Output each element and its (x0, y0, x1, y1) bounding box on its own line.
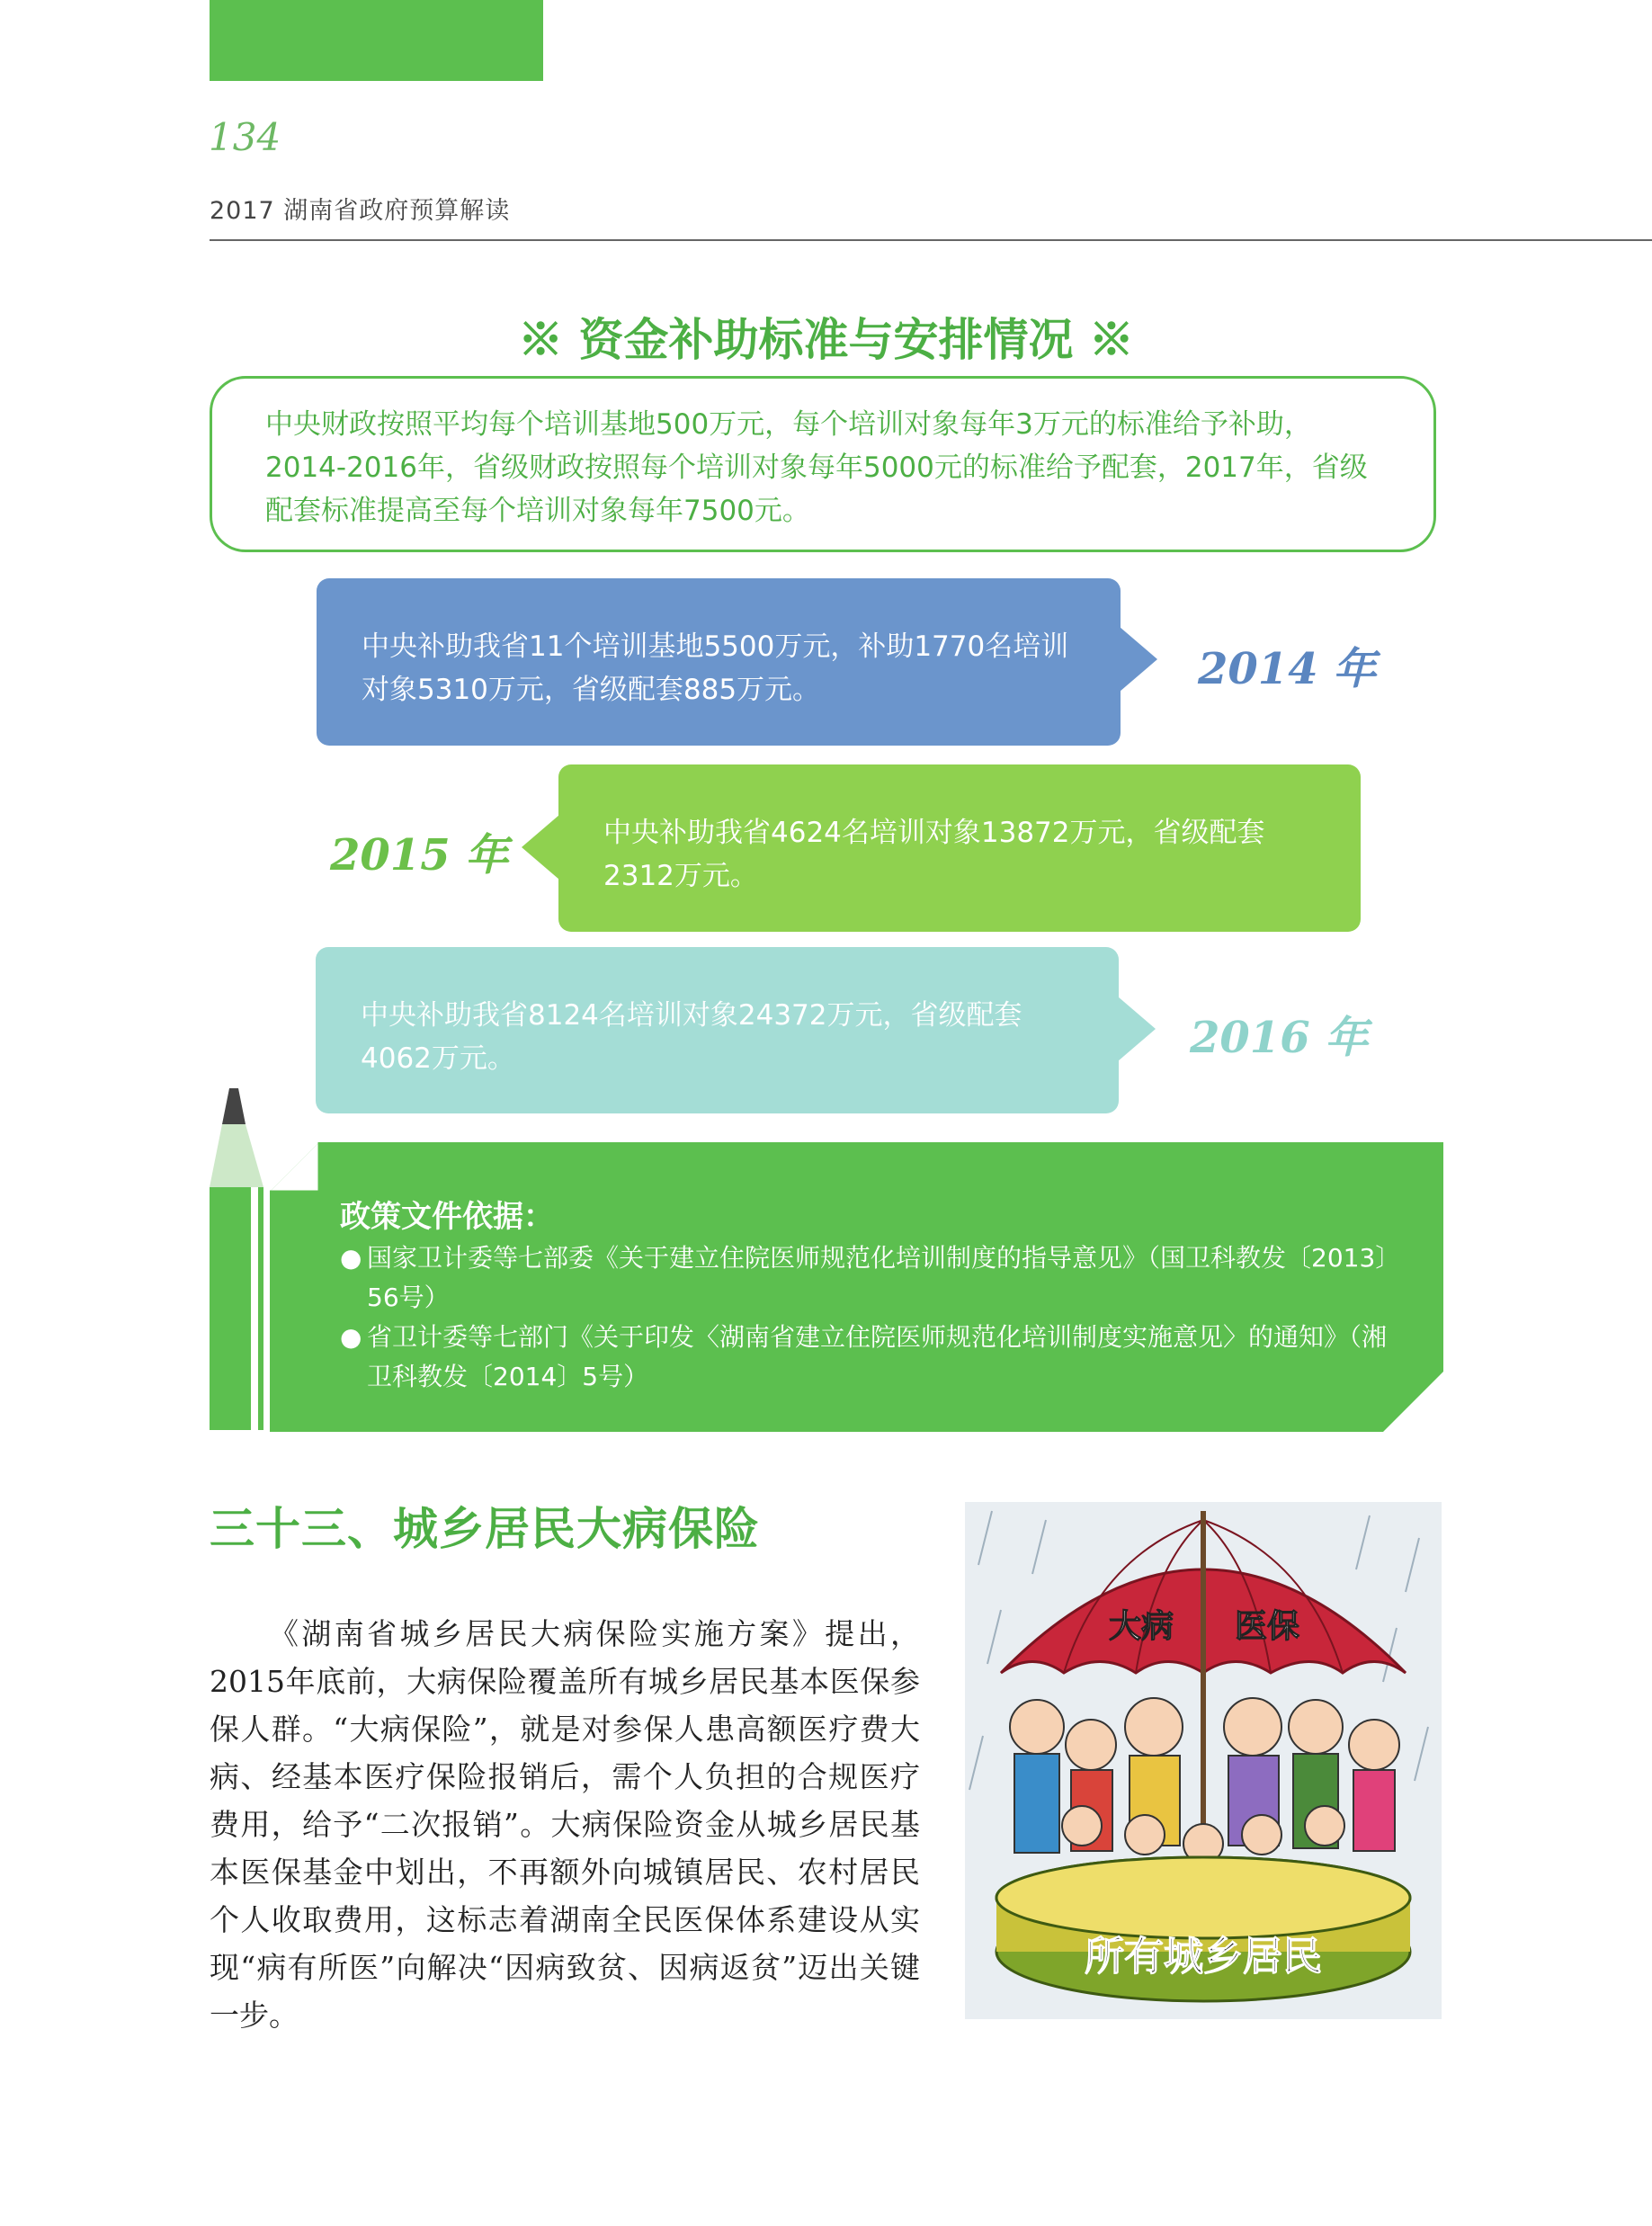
illustration-base-label: 所有城乡居民 (1085, 1934, 1322, 1980)
timeline-text-2016: 中央补助我省8124名培训对象24372万元，省级配套4062万元。 (361, 999, 1022, 1075)
bubble-arrow-2016 (1118, 997, 1156, 1061)
timeline-bubble-2015 (558, 764, 1361, 932)
policy-item (340, 1238, 1392, 1318)
year-label-2015: 2015 年 (330, 830, 509, 881)
timeline-text-2014: 中央补助我省11个培训基地5500万元，补助1770名培训对象5310万元，省级配套885万元。 (362, 630, 1069, 706)
timeline-text-2015: 中央补助我省4624名培训对象13872万元，省级配套2312万元。 (603, 817, 1265, 892)
policy-item (340, 1318, 1392, 1397)
top-color-tab (210, 0, 543, 81)
timeline-bubble-2016 (316, 947, 1119, 1113)
policy-item-text: 国家卫计委等七部委《关于建立住院医师规范化培训制度的指导意见》（国卫科教发〔2013〕56号） (367, 1243, 1389, 1312)
timeline-bubble-2014 (317, 578, 1121, 746)
article-paragraph: 《湖南省城乡居民大病保险实施方案》提出，2015年底前，大病保险覆盖所有城乡居民基本医保参保人群。“大病保险”，就是对参保人患高额医疗费大病、经基本医疗保险报销后，需个人负担的合规医疗费用，给予“二次报销”。大病保险资金从城乡居民基本医保基金中划出，不再额外向城镇居民、农村居民个人收取费用，这标志着湖南全民医保体系建设从实现“病有所医”向解决“因病致贫、因病返贫”迈出关键一步。 (210, 1616, 920, 2033)
policy-title: 政策文件依据： (340, 1199, 554, 1235)
header-rule (210, 239, 1652, 241)
intro-text: 中央财政按照平均每个培训基地500万元，每个培训对象每年3万元的标准给予补助，2014-2016年，省级财政按照每个培训对象每年5000元的标准给予配套，2017年，省级配套标准提高至每个培训对象每年7500元。 (265, 408, 1368, 527)
umbrella-label-right: 医保 (1235, 1608, 1300, 1645)
bubble-arrow-2015 (522, 815, 559, 880)
article-heading: 三十三、城乡居民大病保险 (210, 1503, 760, 1555)
bullet-dot: ● (340, 1322, 362, 1352)
bullet-dot: ● (340, 1243, 362, 1273)
umbrella-label-left: 大病 (1109, 1608, 1174, 1645)
umbrella-family-illustration (965, 1502, 1442, 2019)
running-title: 2017 湖南省政府预算解读 (210, 197, 511, 225)
year-label-2014: 2014 年 (1198, 644, 1377, 694)
policy-item-text: 省卫计委等七部门《关于印发〈湖南省建立住院医师规范化培训制度实施意见〉的通知》（湘卫科教发〔2014〕5号） (367, 1322, 1388, 1391)
page-number: 134 (209, 115, 281, 159)
year-label-2016: 2016 年 (1190, 1013, 1369, 1063)
bubble-arrow-2014 (1120, 627, 1157, 692)
pencil-icon (210, 1088, 267, 1430)
section-heading: ※ 资金补助标准与安排情况 ※ (518, 313, 1134, 366)
